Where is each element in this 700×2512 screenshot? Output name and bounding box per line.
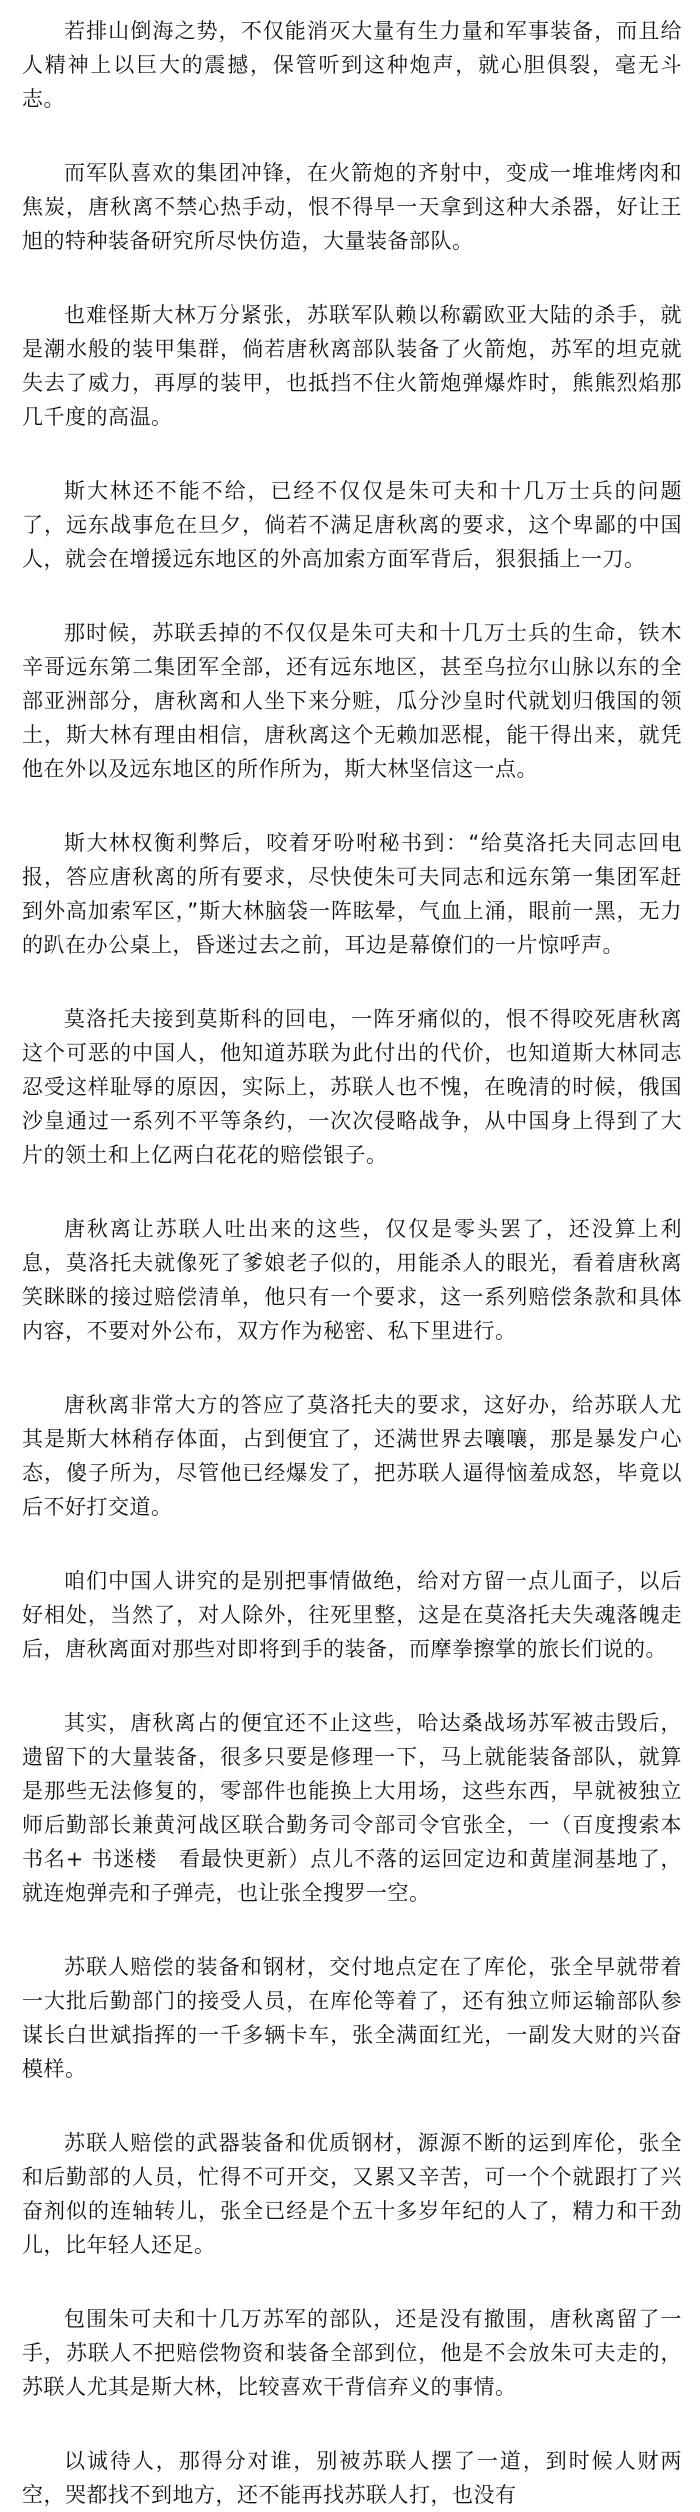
- paragraph: 而军队喜欢的集团冲锋，在火箭炮的齐射中，变成一堆堆烤肉和焦炭，唐秋离不禁心热手动，恨不得早一天拿到这种大杀器，好让王旭的特种装备研究所尽快仿造，大量装备部队。: [22, 161, 682, 253]
- paragraph: 那时候，苏联丢掉的不仅仅是朱可夫和十几万士兵的生命，铁木辛哥远东第二集团军全部，还有远东地区，甚至乌拉尔山脉以东的全部亚洲部分，唐秋离和人坐下来分赃，瓜分沙皇时代就划归俄国的领土，斯大林有理由相信，唐秋离这个无赖加恶棍，能干得出来，就凭他在外以及远东地区的所作所为，斯大林坚信这一点。: [22, 621, 682, 781]
- paragraph: 唐秋离让苏联人吐出来的这些，仅仅是零头罢了，还没算上利息，莫洛托夫就像死了爹娘老子似的，用能杀人的眼光，看着唐秋离笑眯眯的接过赔偿清单，他只有一个要求，这一系列赔偿条款和具体内容，不要对外公布，双方作为秘密、私下里进行。: [22, 1217, 682, 1343]
- paragraph: 也难怪斯大林万分紧张，苏联军队赖以称霸欧亚大陆的杀手，就是潮水般的装甲集群，倘若唐秋离部队装备了火箭炮，苏军的坦克就失去了威力，再厚的装甲，也抵挡不住火箭炮弹爆炸时，熊熊烈焰那几千度的高温。: [22, 303, 682, 429]
- paragraph: 斯大林权衡利弊后，咬着牙吩咐秘书到：“给莫洛托夫同志回电报，答应唐秋离的所有要求，尽快使朱可夫同志和远东第一集团军赶到外高加索军区，”斯大林脑袋一阵眩晕，气血上涌，眼前一黑，无力的趴在办公桌上，昏迷过去之前，耳边是幕僚们的一片惊呼声。: [22, 831, 682, 957]
- paragraph: 以诚待人，那得分对谁，别被苏联人摆了一道，到时候人财两空，哭都找不到地方，还不能再找苏联人打，也没有: [22, 2449, 682, 2507]
- paragraph: 其实，唐秋离占的便宜还不止这些，哈达桑战场苏军被击毁后，遗留下的大量装备，很多只要是修理一下，马上就能装备部队，就算是那些无法修复的，零部件也能换上大用场，这些东西，早就被独立师后勤部长兼黄河战区联合勤务司令部司令官张全，一（百度搜索本书名+ 书迷楼 看最快更新）点儿不落的运回定边和黄崖洞基地了，就连炮弹壳和子弹壳，也让张全搜罗一空。: [22, 1711, 682, 1905]
- paragraph: 斯大林还不能不给，已经不仅仅是朱可夫和十几万士兵的问题了，远东战事危在旦夕，倘若不满足唐秋离的要求，这个卑鄙的中国人，就会在增援远东地区的外高加索方面军背后，狠狠插上一刀。: [22, 479, 682, 571]
- paragraph: 苏联人赔偿的武器装备和优质钢材，源源不断的运到库伦，张全和后勤部的人员，忙得不可开交，又累又辛苦，可一个个就跟打了兴奋剂似的连轴转儿，张全已经是个五十多岁年纪的人了，精力和干劲儿，比年轻人还足。: [22, 2131, 682, 2257]
- paragraph: 包围朱可夫和十几万苏军的部队，还是没有撤围，唐秋离留了一手，苏联人不把赔偿物资和装备全部到位，他是不会放朱可夫走的，苏联人尤其是斯大林，比较喜欢干背信弃义的事情。: [22, 2307, 682, 2399]
- paragraph: 莫洛托夫接到莫斯科的回电，一阵牙痛似的，恨不得咬死唐秋离这个可恶的中国人，他知道苏联为此付出的代价，也知道斯大林同志忍受这样耻辱的原因，实际上，苏联人也不愧，在晚清的时候，俄国沙皇通过一系列不平等条约，一次次侵略战争，从中国身上得到了大片的领土和上亿两白花花的赔偿银子。: [22, 1007, 682, 1167]
- paragraph: 若排山倒海之势，不仅能消灭大量有生力量和军事装备，而且给人精神上以巨大的震撼，保管听到这种炮声，就心胆俱裂，毫无斗志。: [22, 19, 682, 111]
- paragraph: 苏联人赔偿的装备和钢材，交付地点定在了库伦，张全早就带着一大批后勤部门的接受人员，在库伦等着了，还有独立师运输部队参谋长白世斌指挥的一千多辆卡车，张全满面红光，一副发大财的兴奋模样。: [22, 1955, 682, 2081]
- paragraph: 唐秋离非常大方的答应了莫洛托夫的要求，这好办，给苏联人尤其是斯大林稍存体面，占到便宜了，还满世界去嚷嚷，那是暴发户心态，傻子所为，尽管他已经爆发了，把苏联人逼得恼羞成怒，毕竟以后不好打交道。: [22, 1393, 682, 1519]
- paragraph: 咱们中国人讲究的是别把事情做绝，给对方留一点儿面子，以后好相处，当然了，对人除外，往死里整，这是在莫洛托夫失魂落魄走后，唐秋离面对那些对即将到手的装备，而摩拳擦掌的旅长们说的。: [22, 1569, 682, 1661]
